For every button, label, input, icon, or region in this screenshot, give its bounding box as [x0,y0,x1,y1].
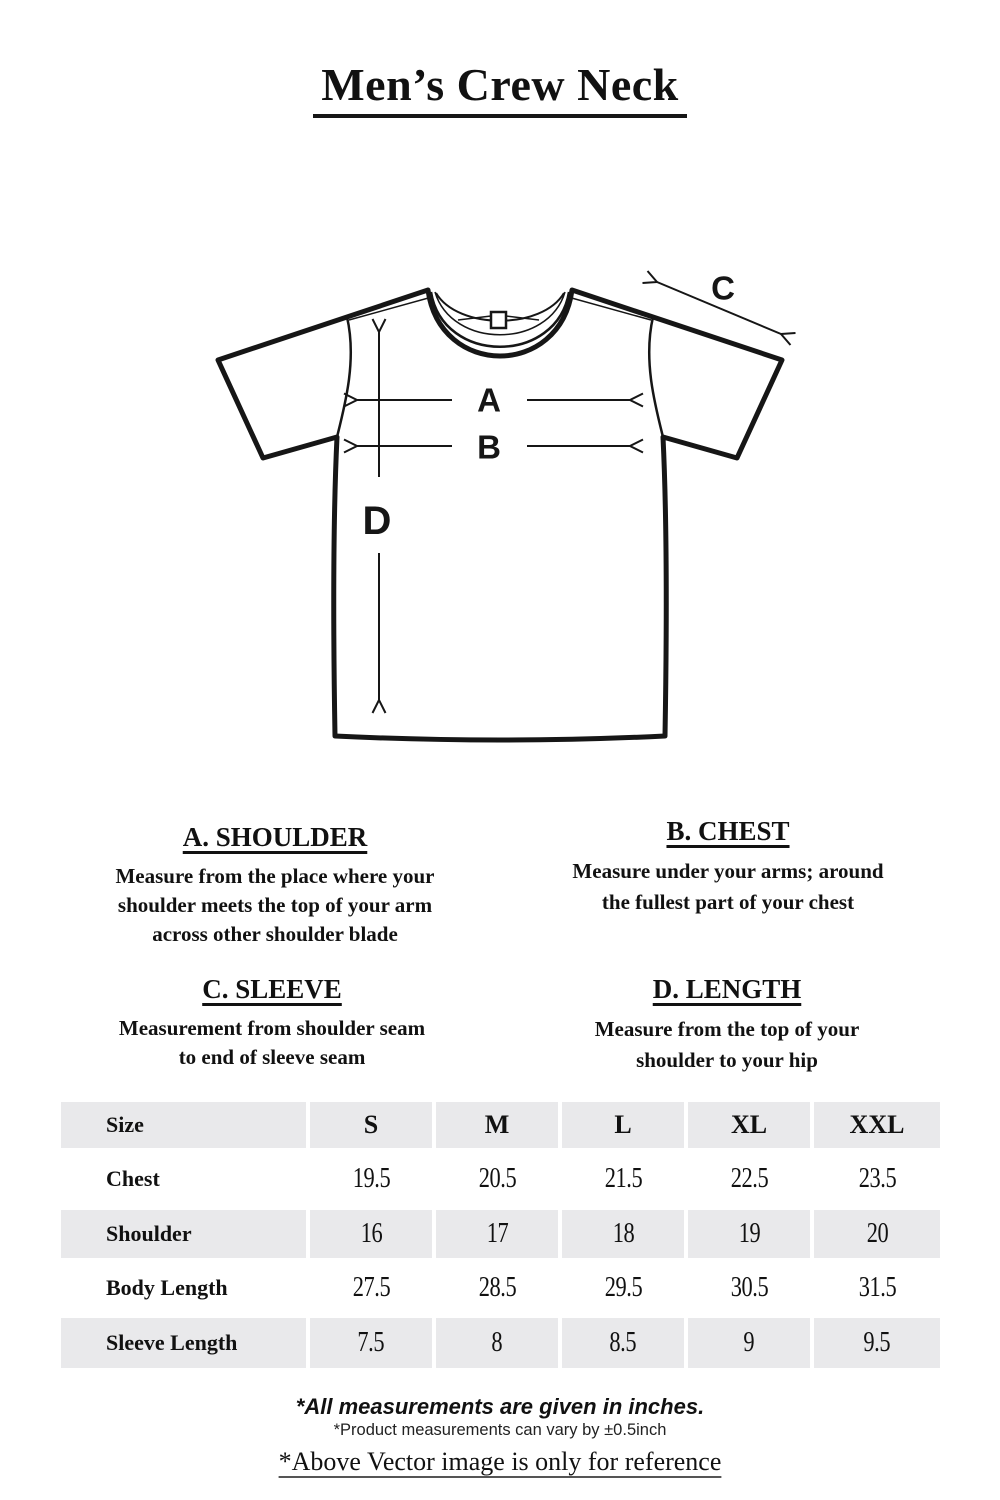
cell-value: 27.5 [310,1258,432,1318]
text-line: to end of sleeve seam [178,1045,366,1069]
table-row-body-length [61,1258,940,1318]
measure-label-c: C [711,269,735,307]
footnote-reference: *Above Vector image is only for reference [278,1447,722,1476]
footnote-units: *All measurements are given in inches. [295,1394,705,1419]
cell-value: 19 [688,1210,810,1258]
title-row [0,58,1000,118]
cell-value: 22.5 [688,1148,810,1210]
cell-value: 7.5 [310,1318,432,1368]
cell-value: 17 [436,1210,558,1258]
cell-value: 8 [436,1318,558,1368]
row-label: Body Length [61,1258,306,1318]
cell-value: 9.5 [814,1318,940,1368]
section-length [527,974,927,1076]
text-line: Measurement from shoulder seam [118,1016,426,1040]
cell-value: 20.5 [436,1148,558,1210]
text-line: across other shoulder blade [152,922,398,946]
cell-value: 16 [310,1210,432,1258]
size-table [57,1102,944,1368]
section-sleeve [72,974,472,1072]
text-line: Measure under your arms; around [572,859,884,883]
column-header-xxl: XXL [814,1102,940,1148]
text-line: Measure from the place where your [115,864,435,888]
collar-tag [491,312,506,328]
cell-value: 9 [688,1318,810,1368]
cell-value: 19.5 [310,1148,432,1210]
measure-label-b: B [477,428,501,466]
shirt-outline [218,290,782,740]
section-shoulder-body [75,862,475,949]
text-line: shoulder meets the top of your arm [117,893,433,917]
column-header-xl: XL [688,1102,810,1148]
table-row-sleeve-length [61,1318,940,1368]
page-title: Men’s Crew Neck [313,58,687,118]
measure-label-d: D [362,499,392,543]
column-header-m: M [436,1102,558,1148]
cell-value: 30.5 [688,1258,810,1318]
cell-value: 8.5 [562,1318,684,1368]
table-header-row [61,1102,940,1148]
text-line: the fullest part of your chest [601,890,855,914]
section-chest-body [528,856,928,918]
text-line: Measure from the top of your [594,1017,860,1041]
footnote-tolerance: *Product measurements can vary by ±0.5inch [333,1421,667,1439]
cell-value: 18 [562,1210,684,1258]
section-chest [528,816,928,918]
cell-value: 21.5 [562,1148,684,1210]
column-header-l: L [562,1102,684,1148]
section-sleeve-heading: C. SLEEVE [202,974,342,1004]
table-row-shoulder [61,1210,940,1258]
section-sleeve-body [72,1014,472,1072]
column-header-s: S [310,1102,432,1148]
cell-value: 31.5 [814,1258,940,1318]
row-label: Chest [61,1148,306,1210]
cell-value: 29.5 [562,1258,684,1318]
section-length-heading: D. LENGTH [652,974,802,1004]
table-row-chest [61,1148,940,1210]
measure-label-a: A [477,381,501,419]
section-shoulder-heading: A. SHOULDER [182,822,368,852]
row-label: Shoulder [61,1210,306,1258]
cell-value: 28.5 [436,1258,558,1318]
cell-value: 20 [814,1210,940,1258]
section-shoulder [75,822,475,949]
text-line: shoulder to your hip [636,1048,818,1072]
column-header-size: Size [61,1102,306,1148]
section-length-body [527,1014,927,1076]
row-label: Sleeve Length [61,1318,306,1368]
section-chest-heading: B. CHEST [666,816,790,846]
cell-value: 23.5 [814,1148,940,1210]
tshirt-diagram [185,255,835,775]
